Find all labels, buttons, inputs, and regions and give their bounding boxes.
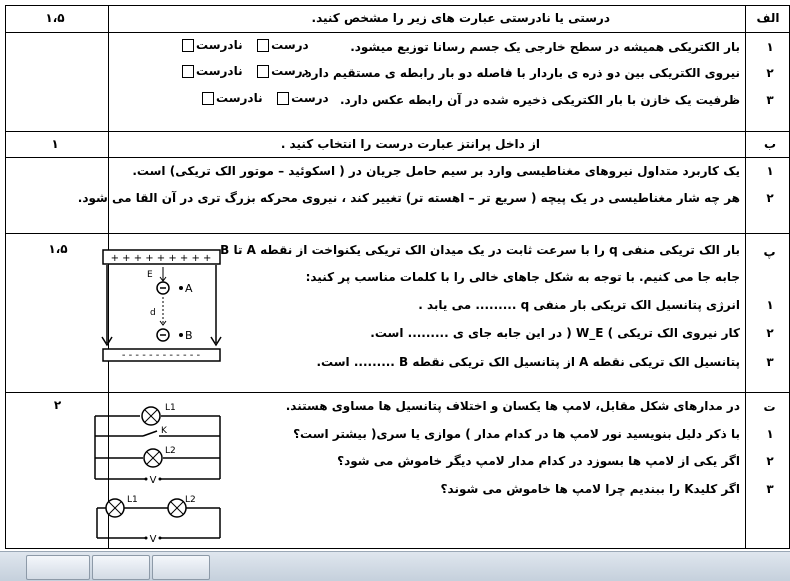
- item-number: ۳: [766, 93, 774, 107]
- terminal: [159, 478, 162, 481]
- option-true-label: درست: [291, 91, 329, 105]
- item-text: اگر کلیدK را ببندیم چرا لامپ ها خاموش می شوند؟: [440, 482, 740, 496]
- item-number: ۲: [766, 454, 774, 468]
- item-text: هر چه شار مغناطیسی در یک پیچه ( سریع تر – اهسته تر) تغییر کند ، نیروی محرکه بزرگ تری در آن القا می شود.: [77, 191, 740, 205]
- displacement-label: d: [150, 308, 156, 318]
- item-number: ۲: [766, 191, 774, 205]
- item-text: بار الکتریکی همیشه در سطح خارجی یک جسم رسانا توزیع میشود.: [350, 40, 740, 54]
- taskbar: [0, 551, 790, 581]
- negative-charges: - - - - - - - - - - - -: [121, 350, 201, 361]
- section-letter: الف: [756, 11, 780, 25]
- row-divider: [5, 32, 790, 33]
- row-divider: [5, 392, 790, 393]
- section-title: درستی یا نادرستی عبارت های زیر را مشخص کنید.: [311, 11, 610, 25]
- point-b-label: B: [185, 329, 193, 342]
- section-score: ۱،۵: [48, 242, 68, 256]
- item-text: ظرفیت یک خازن با بار الکتریکی ذخیره شده در آن رابطه عکس دارد.: [340, 93, 740, 107]
- item-number: ۱: [766, 40, 774, 54]
- question-intro: بار الک تریکی منفی q را با سرعت ثابت در یک میدان الک تریکی یکنواخت از نقطه A تا B: [220, 243, 740, 257]
- switch-k-label: K: [161, 426, 167, 436]
- taskbar-button[interactable]: [152, 555, 210, 580]
- taskbar-button[interactable]: [26, 555, 90, 580]
- item-text: انرژی پتانسیل الک تریکی بار منفی q ......... می یابد .: [418, 298, 740, 312]
- true-false-options: [180, 64, 309, 78]
- field-label: E: [147, 270, 153, 280]
- item-number: ۱: [766, 427, 774, 441]
- table-border-bottom: [5, 548, 790, 549]
- table-border-left: [5, 5, 6, 549]
- terminal: [145, 537, 148, 540]
- lamp-l2-label: L2: [185, 495, 196, 505]
- checkbox-false[interactable]: [182, 65, 194, 78]
- item-number: ۳: [766, 355, 774, 369]
- positive-charges: + + + + + + + + +: [110, 253, 212, 264]
- electric-field-figure: [95, 245, 230, 370]
- column-divider-number: [745, 5, 746, 549]
- row-divider: [5, 157, 790, 158]
- checkbox-true[interactable]: [277, 92, 289, 105]
- lamp-l1-label: L1: [165, 403, 176, 413]
- section-letter: پ: [763, 245, 776, 259]
- circuit-figure: [85, 398, 225, 546]
- checkbox-true[interactable]: [257, 65, 269, 78]
- item-text: با ذکر دلیل بنویسید نور لامپ ها در کدام مدار ) موازی یا سری( بیشتر است؟: [293, 427, 740, 441]
- option-true-label: درست: [271, 64, 309, 78]
- point-a-dot: [179, 286, 183, 290]
- true-false-options: [200, 91, 329, 105]
- item-text: نیروی الکتریکی بین دو ذره ی باردار با فاصله دو بار رابطه ی مستقیم دارد.: [300, 66, 740, 80]
- point-b-dot: [179, 333, 183, 337]
- point-a-label: A: [185, 282, 193, 295]
- section-score: ۲: [53, 398, 62, 412]
- row-divider: [5, 131, 790, 132]
- section-letter: ب: [763, 137, 777, 151]
- voltage-source-label: V: [149, 475, 157, 486]
- item-text: اگر یکی از لامپ ها بسوزد در کدام مدار لامپ دیگر خاموش می شود؟: [337, 454, 740, 468]
- terminal: [145, 478, 148, 481]
- question-intro: جابه جا می کنیم. با توجه به شکل جاهای خالی را با کلمات مناسب پر کنید:: [305, 270, 740, 284]
- item-number: ۲: [766, 66, 774, 80]
- checkbox-true[interactable]: [257, 39, 269, 52]
- item-number: ۲: [766, 326, 774, 340]
- option-true-label: درست: [271, 38, 309, 52]
- item-number: ۳: [766, 482, 774, 496]
- item-text: کار نیروی الک تریکی ) W_E ( در این جابه جای ی ......... است.: [370, 326, 740, 340]
- table-border-top: [5, 5, 790, 6]
- lamp-l2-label: L2: [165, 446, 176, 456]
- option-false-label: نادرست: [196, 38, 243, 52]
- voltage-source-label: V: [149, 534, 157, 545]
- item-text: یک کاربرد متداول نیروهای مغناطیسی وارد بر سیم حامل جریان در ( اسکوئید – موتور الک تریکی) است.: [132, 164, 740, 178]
- question-intro: در مدارهای شکل مقابل، لامپ ها یکسان و اختلاف پتانسیل ها مساوی هستند.: [285, 399, 740, 413]
- switch-k: [143, 431, 157, 436]
- item-text: پتانسیل الک تریکی نقطه A از پتانسیل الک تریکی نقطه B ......... است.: [316, 355, 740, 369]
- true-false-options: [180, 38, 309, 52]
- checkbox-false[interactable]: [202, 92, 214, 105]
- section-score: ۱: [51, 137, 59, 151]
- section-title: از داخل پرانتز عبارت درست را انتخاب کنید .: [280, 137, 540, 151]
- item-number: ۱: [766, 164, 774, 178]
- row-divider: [5, 233, 790, 234]
- lamp-l1-label: L1: [127, 495, 138, 505]
- taskbar-button[interactable]: [92, 555, 150, 580]
- item-number: ۱: [766, 298, 774, 312]
- option-false-label: نادرست: [196, 64, 243, 78]
- section-score: ۱،۵: [45, 11, 65, 25]
- option-false-label: نادرست: [216, 91, 263, 105]
- section-letter: ت: [763, 400, 776, 414]
- checkbox-false[interactable]: [182, 39, 194, 52]
- terminal: [159, 537, 162, 540]
